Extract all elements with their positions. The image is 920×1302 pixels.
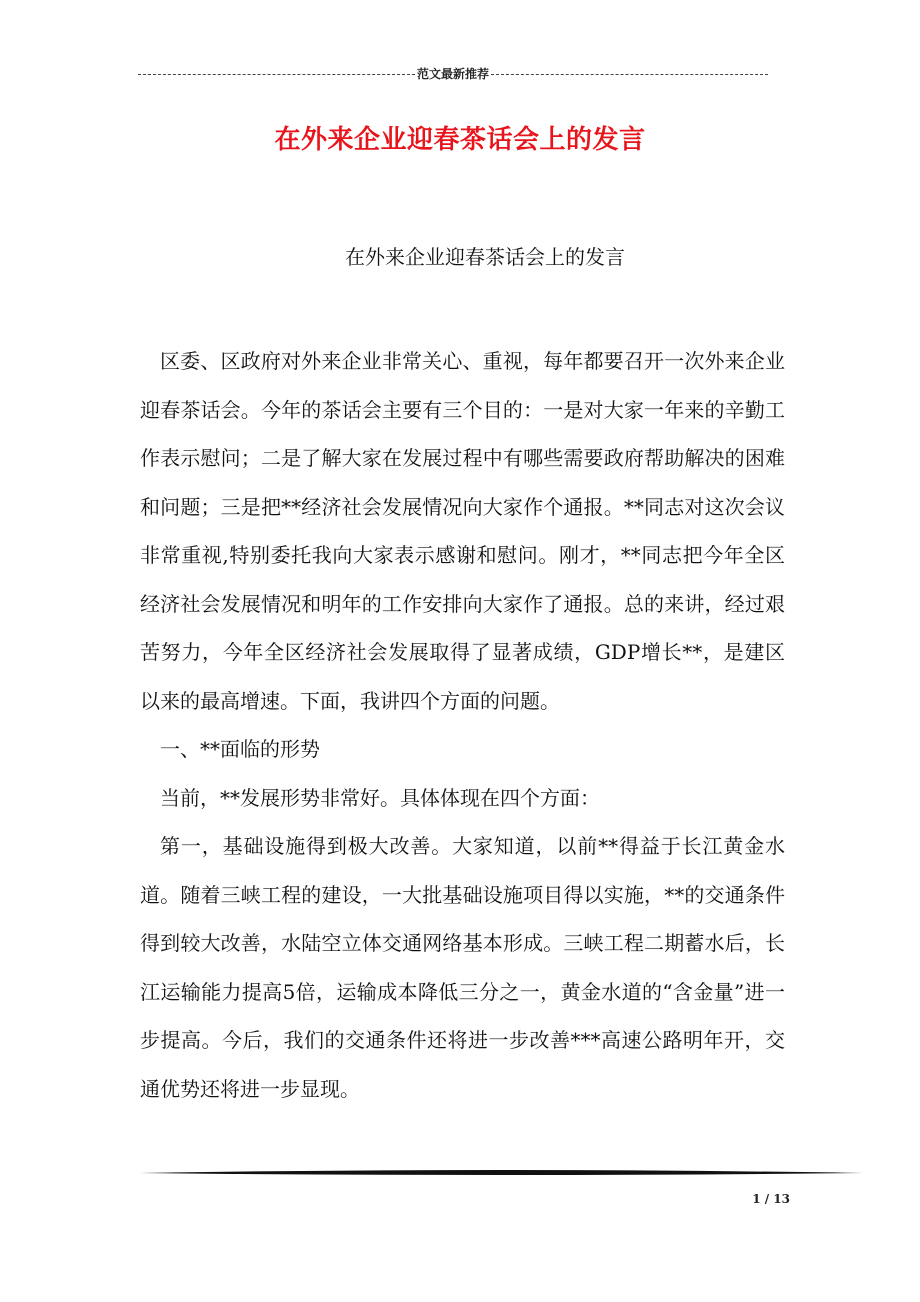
- page-header: [138, 66, 768, 82]
- paragraph: 第一，基础设施得到极大改善。大家知道，以前**得益于长江黄金水道。随着三峡工程的建设，一大批基础设施项目得以实施，**的交通条件得到较大改善，水陆空立体交通网络基本形成。三峡工程二期蓄水后，长江运输能力提高5倍，运输成本降低三分之一，黄金水道的“含金量”进一步提高。今后，我们的交通条件还将进一步改善***高速公路明年开，交通优势还将进一步显现。: [140, 834, 785, 1101]
- page-number: 1 / 13: [752, 1192, 790, 1206]
- paragraph: 当前，**发展形势非常好。具体体现在四个方面：: [160, 785, 600, 810]
- header-dashes-right: [491, 74, 768, 75]
- header-dashes-left: [138, 74, 415, 75]
- header-label: 范文最新推荐: [417, 67, 490, 81]
- document-title: 在外来企业迎春茶话会上的发言: [274, 125, 646, 155]
- document-body: [140, 337, 785, 1113]
- footer-divider: [140, 1168, 863, 1178]
- paragraph: 区委、区政府对外来企业非常关心、重视，每年都要召开一次外来企业迎春茶话会。今年的茶话会主要有三个目的：一是对大家一年来的辛勤工作表示慰问；二是了解大家在发展过程中有哪些需要政府帮助解决的困难和问题；三是把**经济社会发展情况向大家作个通报。**同志对这次会议非常重视,特别委托我向大家表示感谢和慰问。刚才，**同志把今年全区经济社会发展情况和明年的工作安排向大家作了通报。总的来讲，经过艰苦努力，今年全区经济社会发展取得了显著成绩，GDP增长**，是建区以来的最高增速。下面，我讲四个方面的问题。: [140, 349, 785, 713]
- document-subtitle: 在外来企业迎春茶话会上的发言: [345, 245, 625, 269]
- section-heading: 一、**面临的形势: [160, 737, 320, 761]
